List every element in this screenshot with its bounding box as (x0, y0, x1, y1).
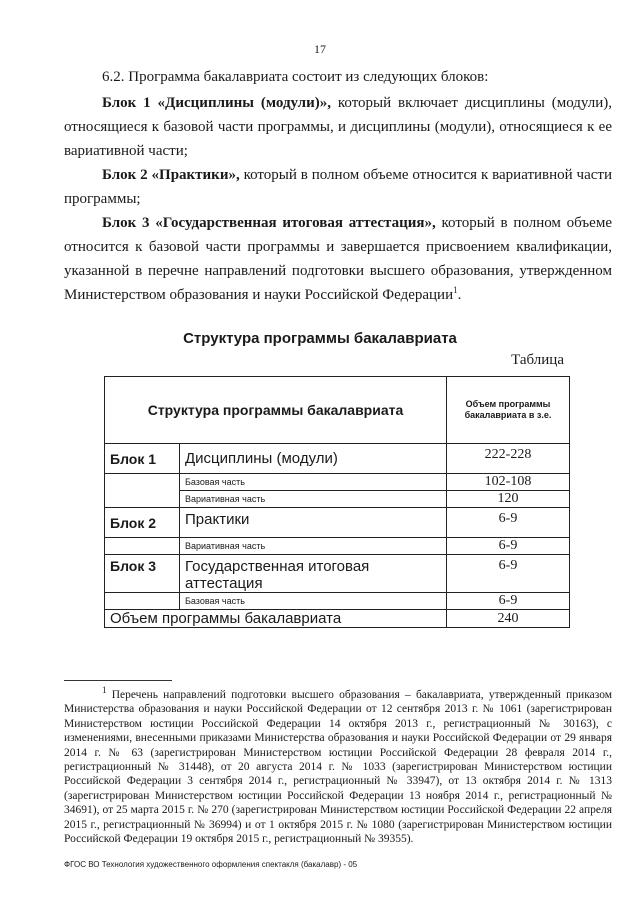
table-row (105, 508, 570, 538)
table-total-row (105, 610, 570, 628)
row-name: Практики (180, 508, 447, 538)
table-row (105, 593, 570, 610)
table-title: Структура программы бакалавриата (183, 330, 457, 347)
footnote-text: Перечень направлений подготовки высшего образования – бакалавриата, утвержденный приказом Министерства образования и науки Российской Федерации от 12 сентября 2013 г. № 1061 (зарегистрирован Министерством юстиции Российской Федерации 14 октября 2013 г., регистрационный № 30163), с изменениями, внесенными приказами Министерства образования и науки Российской Федерации от 29 января 2014 г. № 63 (зарегистрирован Министерством юстиции Российской Федерации 28 февраля 2014 г., регистрационный № 31448), от 20 августа 2014 г. № 1033 (зарегистрирован Министерством юстиции Российской Федерации 3 сентября 2014 г., регистрационный № 33947), от 13 октября 2014 г. № 1313 (зарегистрирован Министерством юстиции Российской Федерации 13 ноября 2014 г., регистрационный № 34691), от 25 марта 2015 г. № 270 (зарегистрирован Министерством юстиции Российской Федерации 22 апреля 2015 г., регистрационный № 36994) и от 1 октября 2015 г. № 1080 (зарегистрирован Министерством юстиции Российской Федерации 19 октября 2015 г., регистрационный № 39355). (64, 689, 612, 846)
table-row (105, 444, 570, 474)
footnote-mark: 1 (102, 685, 107, 696)
total-label: Объем программы бакалавриата (105, 610, 447, 628)
row-value: 222-228 (447, 444, 570, 474)
block2-name: Блок 2 «Практики», (102, 167, 240, 183)
block3-end: . (457, 287, 462, 303)
row-name: Вариативная часть (180, 538, 447, 555)
block1-text: который включает дисциплины (модули), относящиеся к базовой части программы, и дисциплины (модули), относящиеся к ее вариативной части; (64, 95, 613, 159)
row-value: 6-9 (447, 555, 570, 593)
block-label: Блок 3 (105, 555, 180, 593)
footnote (64, 685, 612, 846)
block-label: Блок 2 (105, 508, 180, 538)
row-name: Государственная итоговая аттестация (180, 555, 447, 593)
table-row (105, 474, 570, 491)
row-value: 6-9 (447, 593, 570, 610)
block-label: Блок 1 (105, 444, 180, 474)
block3-text: который в полном объеме относится к базовой части программы и завершается присвоением квалификации, указанной в перечне направлений подготовки высшего образования, утвержденном Министерством образования и науки Российской Федерации (64, 215, 612, 303)
row-value: 102-108 (447, 474, 570, 491)
footnote-reference: 1 (453, 285, 458, 295)
row-name: Базовая часть (180, 474, 447, 491)
row-value: 6-9 (447, 538, 570, 555)
row-value: 120 (447, 491, 570, 508)
block-label-empty (105, 474, 180, 508)
section-intro: 6.2. Программа бакалавриата состоит из следующих блоков: (102, 69, 489, 85)
page-number: 17 (314, 42, 326, 56)
block1-paragraph (64, 91, 612, 163)
block3-name: Блок 3 «Государственная итоговая аттестация», (102, 215, 436, 231)
total-value: 240 (447, 610, 570, 628)
table-header-row (105, 377, 570, 444)
block2-text: который в полном объеме относится к вариативной части программы; (64, 167, 612, 207)
row-name: Базовая часть (180, 593, 447, 610)
block-label-empty (105, 538, 180, 555)
row-name: Вариативная часть (180, 491, 447, 508)
document-footer: ФГОС ВО Технология художественного оформления спектакля (бакалавр) - 05 (64, 860, 358, 869)
row-value: 6-9 (447, 508, 570, 538)
structure-table (104, 376, 570, 628)
table-caption: Таблица (511, 352, 564, 368)
table-row (105, 555, 570, 593)
table-row (105, 538, 570, 555)
header-volume: Объем программы бакалавриата в з.е. (447, 377, 570, 444)
row-name: Дисциплины (модули) (180, 444, 447, 474)
block1-name: Блок 1 «Дисциплины (модули)», (102, 95, 331, 111)
footnote-divider (64, 680, 172, 681)
block2-paragraph (64, 163, 612, 211)
header-structure: Структура программы бакалавриата (105, 377, 447, 444)
block3-paragraph (64, 211, 612, 307)
block-label-empty (105, 593, 180, 610)
